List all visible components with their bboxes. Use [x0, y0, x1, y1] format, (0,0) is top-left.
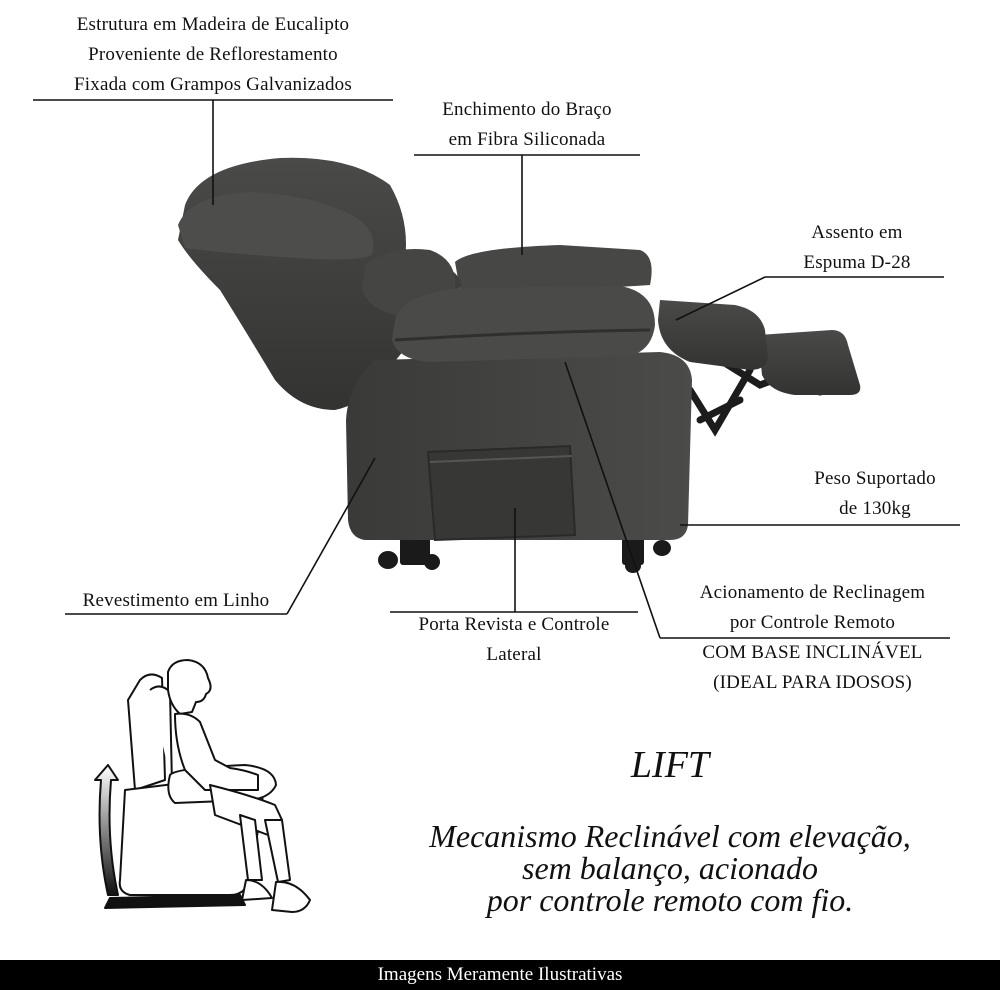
callout-estrutura-line-2: Proveniente de Reflorestamento — [88, 44, 338, 65]
callout-acionamento — [665, 578, 960, 698]
footrest — [758, 330, 860, 395]
callout-enchimento-line-2: em Fibra Siliconada — [448, 129, 606, 150]
callout-peso-line-2: de 130kg — [839, 498, 911, 519]
lift-diagram — [95, 660, 310, 912]
callout-porta-revista — [388, 610, 640, 670]
armrest — [392, 286, 655, 362]
callout-peso-line-1: Peso Suportado — [814, 468, 936, 489]
callout-porta-revista-line-1: Porta Revista e Controle — [418, 614, 610, 635]
callout-estrutura — [33, 10, 393, 100]
callout-assento — [770, 218, 944, 278]
callout-revestimento — [65, 586, 287, 616]
callout-acionamento-line-2: por Controle Remoto — [729, 612, 896, 633]
recliner-chair-image — [178, 158, 860, 573]
callout-estrutura-line-1: Estrutura em Madeira de Eucalipto — [76, 14, 350, 35]
callout-enchimento — [414, 95, 640, 155]
callout-assento-line-1: Assento em — [811, 222, 903, 243]
callout-porta-revista-line-2: Lateral — [486, 644, 542, 665]
callout-acionamento-line-1: Acionamento de Reclinagem — [699, 582, 926, 603]
callout-estrutura-line-3: Fixada com Grampos Galvanizados — [74, 74, 352, 95]
product-tagline — [380, 820, 960, 916]
lift-arrow-icon — [95, 765, 118, 895]
seat-cushion — [455, 245, 652, 292]
magazine-pocket — [428, 446, 575, 540]
tagline-line-1: Mecanismo Reclinável com elevação, — [429, 818, 911, 854]
callout-acionamento-line-4: (IDEAL PARA IDOSOS) — [713, 672, 912, 693]
callout-peso — [790, 464, 960, 524]
chair-base-icon — [105, 895, 245, 908]
tagline-line-3: por controle remoto com fio. — [486, 882, 854, 918]
footer-disclaimer: Imagens Meramente Ilustrativas — [0, 960, 1000, 990]
callout-assento-line-2: Espuma D-28 — [803, 252, 911, 273]
product-model-title: LIFT — [630, 744, 710, 786]
callout-enchimento-line-1: Enchimento do Braço — [442, 99, 612, 120]
tagline-line-2: sem balanço, acionado — [522, 850, 818, 886]
callout-acionamento-line-3: COM BASE INCLINÁVEL — [702, 642, 923, 663]
callout-revestimento-line-1: Revestimento em Linho — [82, 590, 270, 611]
